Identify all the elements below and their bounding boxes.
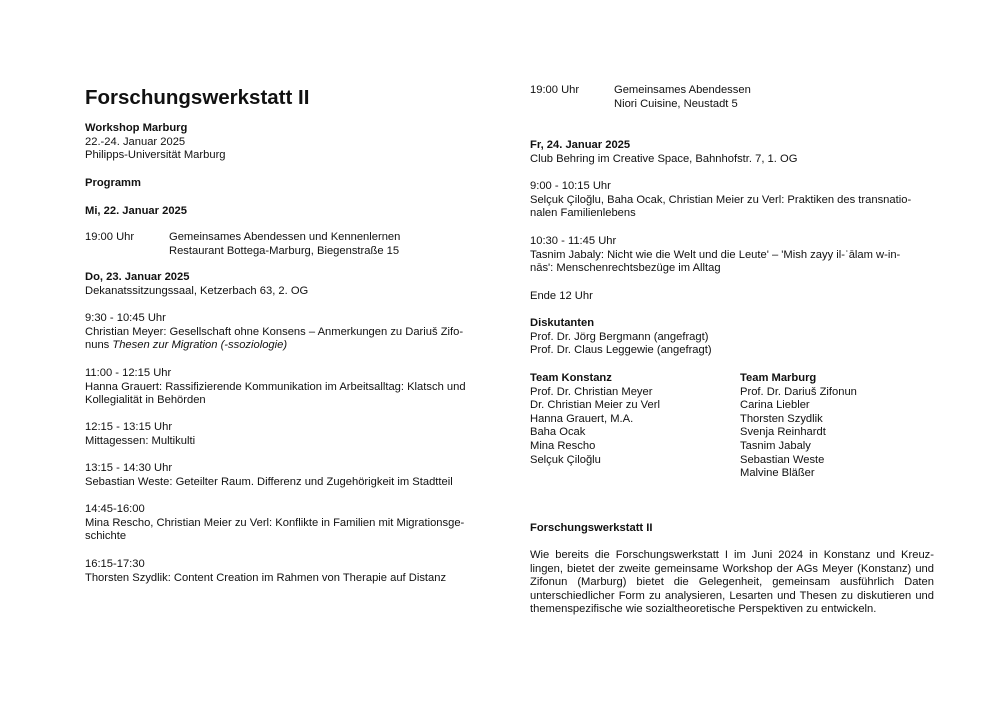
session-2 [85, 367, 490, 408]
session-text: Tasnim Jabaly: Nicht wie die Welt und die Leute' – 'Mish zayy il-ʿālam w-in- [530, 248, 901, 261]
discussants-heading: Diskutanten [530, 317, 595, 329]
session-text-cont: nās': Menschenrechtsbezüge im Alltag [530, 262, 721, 275]
session-text: Hanna Grauert: Rassifizierende Kommunikation im Arbeitsalltag: Klatsch und [85, 380, 466, 393]
session-time: 13:15 - 14:30 Uhr [85, 462, 173, 474]
team-marburg-heading: Team Marburg [740, 372, 817, 384]
day3-end-block [530, 290, 934, 304]
workshop-dates: 22.-24. Januar 2025 [85, 135, 186, 148]
day2-header [85, 271, 490, 298]
day1-line2: Restaurant Bottega-Marburg, Biegenstraße 15 [169, 244, 400, 257]
day3-end: Ende 12 Uhr [530, 290, 593, 302]
program-heading: Programm [85, 177, 141, 189]
day3-date: Fr, 24. Januar 2025 [530, 139, 631, 151]
team-member: Thorsten Szydlik [740, 412, 823, 425]
discussants [530, 317, 934, 358]
session-text: Mina Rescho, Christian Meier zu Verl: Konflikte in Familien mit Migrationsge- [85, 516, 465, 529]
page-title: Forschungswerkstatt II [85, 86, 310, 109]
team-member: Selçuk Çiloğlu [530, 453, 601, 466]
discussant-name: Prof. Dr. Claus Leggewie (angefragt) [530, 344, 712, 357]
day1-line1: Gemeinsames Abendessen und Kennenlernen [169, 231, 401, 243]
team-konstanz-heading: Team Konstanz [530, 372, 612, 384]
day1-dinner [85, 231, 490, 258]
team-member: Dr. Christian Meier zu Verl [530, 399, 660, 412]
about-heading: Forschungswerkstatt II [530, 522, 653, 534]
session-time: 11:00 - 12:15 Uhr [85, 367, 172, 379]
team-member: Sebastian Weste [740, 453, 825, 466]
team-member: Prof. Dr. Dariuš Zifonun [740, 385, 857, 398]
day2-location: Dekanatssitzungssaal, Ketzerbach 63, 2. OG [85, 284, 309, 297]
day3-session-2 [530, 235, 934, 276]
session-text: Sebastian Weste: Geteilter Raum. Differenz und Zugehörigkeit im Stadtteil [85, 475, 453, 488]
discussant-name: Prof. Dr. Jörg Bergmann (angefragt) [530, 330, 709, 343]
team-member: Malvine Bläßer [740, 467, 815, 480]
workshop-info [85, 122, 490, 163]
session-4 [85, 462, 490, 489]
session-time: 9:30 - 10:45 Uhr [85, 312, 166, 324]
day2-dinner [530, 84, 934, 111]
workshop-heading: Workshop Marburg [85, 122, 188, 134]
about-heading-block [530, 522, 934, 536]
day3-session-1 [530, 180, 934, 221]
day1-date: Mi, 22. Januar 2025 [85, 205, 187, 217]
team-member: Tasnim Jabaly [740, 439, 811, 452]
day1-time: 19:00 Uhr [85, 231, 135, 243]
session-1 [85, 312, 490, 353]
team-member: Baha Ocak [530, 426, 586, 439]
session-time: 14:45-16:00 [85, 503, 145, 515]
session-text: Christian Meyer: Gesellschaft ohne Konsens – Anmerkungen zu Dariuš Zifo- [85, 325, 464, 338]
session-text-cont [85, 339, 490, 353]
program-heading-block [85, 177, 490, 191]
team-member: Svenja Reinhardt [740, 426, 826, 439]
session-time: 9:00 - 10:15 Uhr [530, 180, 611, 192]
team-member: Prof. Dr. Christian Meyer [530, 385, 653, 398]
session-text-cont: Kollegialität in Behörden [85, 394, 206, 407]
team-member: Mina Rescho [530, 439, 596, 452]
session-text-cont: nalen Familienlebens [530, 207, 636, 220]
session-5 [85, 503, 490, 544]
team-member: Hanna Grauert, M.A. [530, 412, 634, 425]
dinner-time: 19:00 Uhr [530, 84, 580, 96]
session-text: Mittagessen: Multikulti [85, 434, 196, 447]
session-6 [85, 558, 490, 585]
about-text: Wie bereits die Forschungswerkstatt I im Juni 2024 in Konstanz und Kreuz-lingen, bietet der zweite gemeinsame Workshop der AGs Meyer (Konstanz) und Zifonun (Marburg) bietet die Gelegenheit, gemeinsam ausführlich Daten unterschiedlicher Form zu analysieren, Lesarten und Thesen zu diskutieren und themenspezifische wie sozialtheoretische Perspektiven zu entwickeln. [530, 549, 934, 616]
session-text: Selçuk Çiloğlu, Baha Ocak, Christian Meier zu Verl: Praktiken des transnatio- [530, 193, 912, 206]
day1-heading-block [85, 205, 490, 219]
session-text: Thorsten Szydlik: Content Creation im Rahmen von Therapie auf Distanz [85, 571, 447, 584]
day3-location: Club Behring im Creative Space, Bahnhofstr. 7, 1. OG [530, 152, 798, 165]
team-marburg [740, 372, 857, 481]
day3-header [530, 139, 934, 166]
workshop-venue: Philipps-Universität Marburg [85, 149, 226, 162]
session-text-italic: Thesen zur Migration (-ssoziologie) [112, 339, 288, 352]
dinner-line2: Niori Cuisine, Neustadt 5 [614, 97, 738, 110]
session-time: 12:15 - 13:15 Uhr [85, 421, 173, 433]
session-text-prefix: nuns [85, 339, 113, 352]
dinner-line1: Gemeinsames Abendessen [614, 84, 751, 96]
session-time: 10:30 - 11:45 Uhr [530, 235, 617, 247]
session-text-cont: schichte [85, 530, 127, 543]
session-3 [85, 421, 490, 448]
team-member: Carina Liebler [740, 399, 810, 412]
day2-date: Do, 23. Januar 2025 [85, 271, 190, 283]
team-konstanz [530, 372, 660, 467]
session-time: 16:15-17:30 [85, 558, 145, 570]
